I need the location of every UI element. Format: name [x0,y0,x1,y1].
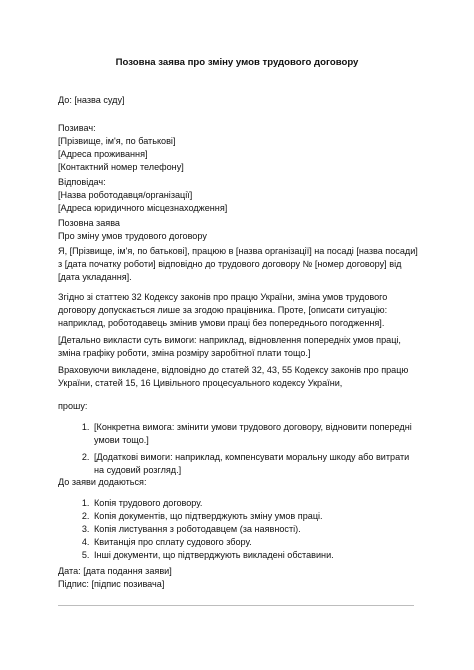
defendant-address: [Адреса юридичного місцезнаходження] [58,203,228,214]
paragraph-intro: Я, [Прізвище, ім'я, по батькові], працюю в [назва організації] на посаді [назва посади] з [дата початку роботи] відповідно до трудового договору № [номер договору] від [дата укладання]. [58,246,418,283]
signature-line: Підпис: [підпис позивача] [58,579,165,590]
paragraph-law: Згідно зі статтею 32 Кодексу законів про працю України, зміна умов трудового договору допускається лише за згодою працівника. Проте, [описати ситуацію: наприклад, роботодавець змінив умови праці без попереднього погодження]. [58,292,388,329]
court-line [58,94,418,107]
list-item: 2. Копія документів, що підтверджують зміну умов праці. [92,510,418,523]
footer-divider [58,605,414,606]
plaintiff-name: [Прізвище, ім'я, по батькові] [58,136,176,147]
list-item: 1. Копія трудового договору. [92,497,418,510]
list-item: 5. Інші документи, що підтверджують викладені обставини. [92,549,418,562]
defendant-label: Відповідач: [58,177,106,187]
attachments-label-text: До заяви додаються: [58,477,147,487]
paragraph-demand: [Детально викласти суть вимоги: наприклад, відновлення попередніх умов праці, зміна графіку роботи, зміна розміру заробітної плати тощо.] [58,335,401,359]
claim-label: Позовна заява [58,218,120,228]
signature-block [58,565,418,591]
attachments-list [72,497,418,562]
attachments-label [58,476,418,489]
plaintiff-address: [Адреса проживання] [58,149,148,160]
list-item: 4. Квитанція про сплату судового збору. [92,536,418,549]
plaintiff-block [58,122,418,174]
defendant-name: [Назва роботодавця/організації] [58,190,193,201]
claim-subject: Про зміну умов трудового договору [58,231,207,242]
defendant-block [58,176,418,215]
requests-list [72,421,414,481]
date-line: Дата: [дата подання заяви] [58,566,172,576]
list-item: 3. Копія листування з роботодавцем (за наявності). [92,523,418,536]
request-label [58,400,418,413]
document-title: Позовна заява про зміну умов трудового договору [115,57,359,68]
to-court: До: [назва суду] [58,95,125,105]
list-item: 1. [Конкретна вимога: змінити умови трудового договору, відновити попередні умови тощо.] [92,421,414,447]
plaintiff-label: Позивач: [58,123,96,133]
list-item: 2. [Додаткові вимоги: наприклад, компенсувати моральну шкоду або витрати на судовий розгляд.] [92,451,414,477]
request-label-text: прошу: [58,401,88,411]
paragraph-legal-basis: Враховуючи викладене, відповідно до статей 32, 43, 55 Кодексу законів про працю України, статей 15, 16 Цивільного процесуального кодексу України, [58,365,409,389]
claim-heading [58,217,418,243]
plaintiff-phone: [Контактний номер телефону] [58,162,184,173]
